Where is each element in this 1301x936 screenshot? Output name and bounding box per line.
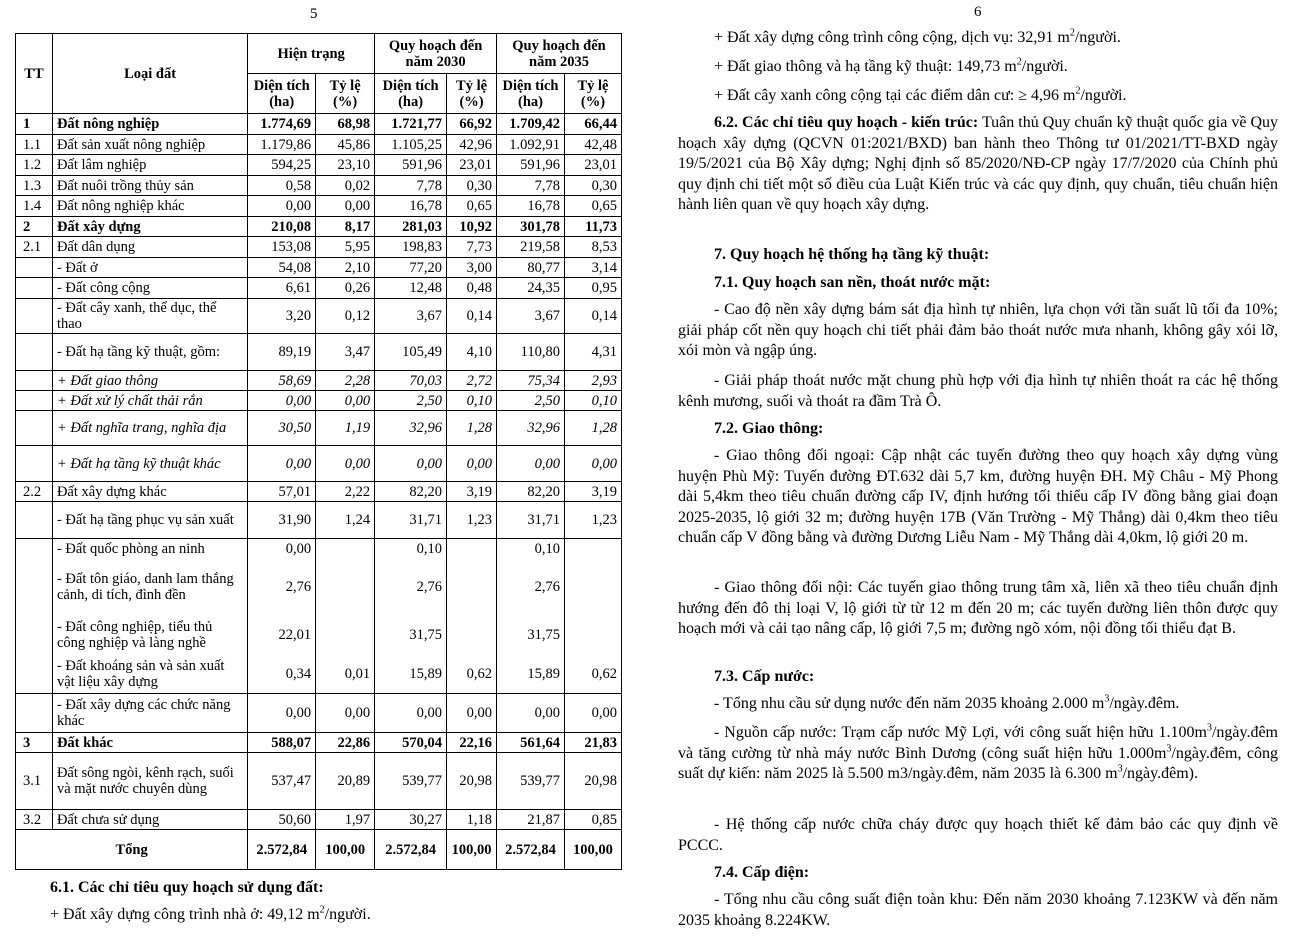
total-value: 100,00: [447, 830, 497, 870]
row-value: 23,10: [316, 155, 375, 176]
land-use-table: [15, 33, 622, 870]
row-value: 0,58: [248, 176, 316, 196]
page-number-right: 6: [974, 4, 982, 20]
total-label: Tổng: [16, 830, 248, 870]
row-value: 4,31: [564, 334, 621, 371]
heading-7-2: 7.2. Giao thông:: [714, 420, 824, 437]
row-value: 1.721,77: [375, 114, 447, 135]
para-7-4-1: - Tổng nhu cầu công suất điện toàn khu: Đến năm 2030 khoảng 7.123KW và đến năm 2035 khoảng 8.224KW.: [678, 891, 1278, 929]
total-value: 100,00: [316, 830, 375, 870]
table-row: [16, 655, 622, 694]
row-value: 0,95: [564, 278, 621, 299]
row-value: 210,08: [248, 217, 316, 237]
row-value: 21,87: [497, 810, 565, 830]
row-value: 1,23: [447, 502, 497, 539]
table-row: [16, 616, 622, 655]
row-value: 0,12: [316, 299, 375, 334]
row-tt: 3.2: [16, 810, 53, 830]
row-value: 89,19: [248, 334, 316, 371]
row-value: 110,80: [497, 334, 565, 371]
para-7-1-1: - Cao độ nền xây dựng bám sát địa hình tự nhiên, lựa chọn với tần suất lũ tối đa 10%; giải pháp cốt nền quy hoạch chi tiết phải đảm bảo thoát nước mưa nhanh, không gây xói lỡ, xói mòn và ngập úng.: [678, 301, 1278, 359]
row-land-type: + Đất giao thông: [52, 371, 247, 391]
row-value: 22,01: [248, 616, 316, 655]
row-value: 32,96: [375, 411, 447, 446]
row-value: 32,96: [497, 411, 565, 446]
row-value: 281,03: [375, 217, 447, 237]
heading-6-1: 6.1. Các chỉ tiêu quy hoạch sử dụng đất:: [50, 879, 324, 896]
row-value: 6,61: [248, 278, 316, 299]
row-value: 3,19: [564, 482, 621, 502]
table-row: [16, 446, 622, 482]
row-value: 219,58: [497, 237, 565, 258]
row-tt: [16, 391, 53, 411]
row-value: [316, 539, 375, 559]
row-land-type: - Đất tôn giáo, danh lam thắng cảnh, di tích, đình đền: [52, 559, 247, 616]
section-6-2: 6.2. Các chỉ tiêu quy hoạch - kiến trúc: Tuân thủ Quy chuẩn kỹ thuật quốc gia về Quy hoạch xây dựng (QCVN 01:2021/BXD) ban hành theo Thông tư 01/2021/TT-BXD ngày 19/5/2021 của Bộ Xây dựng; Nghị định số 85/2020/NĐ-CP ngày 17/7/2020 của Chính phủ quy định chi tiết một số điều của Luật Kiến trúc và các quy định, quy chuẩn, tiêu chuẩn hiện hành liên quan về quy hoạch xây dựng.: [678, 114, 1279, 213]
row-value: 594,25: [248, 155, 316, 176]
total-value: 2.572,84: [375, 830, 447, 870]
row-tt: 1.4: [16, 196, 53, 217]
row-value: 20,89: [316, 753, 375, 810]
row-value: 1,24: [316, 502, 375, 539]
row-land-type: Đất dân dụng: [52, 237, 247, 258]
row-land-type: + Đất hạ tầng kỹ thuật khác: [52, 446, 247, 482]
row-tt: [16, 539, 53, 559]
table-row: [16, 299, 622, 334]
row-value: 75,34: [497, 371, 565, 391]
row-value: 31,71: [497, 502, 565, 539]
housing-land-line: + Đất xây dựng công trình nhà ở: 49,12 $m^2$/người.: [50, 904, 371, 923]
row-value: 10,92: [447, 217, 497, 237]
row-value: 50,60: [248, 810, 316, 830]
row-value: 0,00: [248, 196, 316, 217]
row-land-type: - Đất hạ tầng phục vụ sản xuất: [52, 502, 247, 539]
row-value: 2,76: [248, 559, 316, 616]
row-value: 588,07: [248, 733, 316, 753]
row-value: 15,89: [375, 655, 447, 694]
row-tt: [16, 334, 53, 371]
row-value: 15,89: [497, 655, 565, 694]
row-value: 3,47: [316, 334, 375, 371]
row-value: 16,78: [497, 196, 565, 217]
header-area: Diện tích (ha): [375, 74, 447, 114]
row-land-type: Đất khác: [52, 733, 247, 753]
row-value: 82,20: [375, 482, 447, 502]
row-value: 7,73: [447, 237, 497, 258]
row-value: 0,02: [316, 176, 375, 196]
row-value: 2,76: [375, 559, 447, 616]
row-value: [316, 616, 375, 655]
row-value: [564, 616, 621, 655]
row-tt: [16, 616, 53, 655]
row-value: 0,00: [497, 694, 565, 733]
row-value: 0,00: [248, 694, 316, 733]
row-value: 153,08: [248, 237, 316, 258]
row-value: 20,98: [564, 753, 621, 810]
row-value: 0,00: [447, 694, 497, 733]
header-plan-2030: Quy hoạch đến năm 2030: [375, 34, 497, 74]
row-value: 0,00: [316, 391, 375, 411]
row-value: 2,50: [375, 391, 447, 411]
row-value: 4,10: [447, 334, 497, 371]
row-value: 80,77: [497, 258, 565, 278]
table-row: [16, 114, 622, 135]
heading-7: 7. Quy hoạch hệ thống hạ tầng kỹ thuật:: [714, 246, 990, 263]
row-value: 24,35: [497, 278, 565, 299]
row-tt: 3.1: [16, 753, 53, 810]
row-value: 0,00: [316, 694, 375, 733]
row-value: 0,65: [564, 196, 621, 217]
public-works-line: + Đất xây dựng công trình công cộng, dịch vụ: 32,91 $m^2$/người.: [714, 27, 1121, 46]
row-value: 0,30: [447, 176, 497, 196]
header-tt: TT: [16, 34, 53, 114]
row-land-type: - Đất công cộng: [52, 278, 247, 299]
row-tt: [16, 278, 53, 299]
row-land-type: Đất nông nghiệp: [52, 114, 247, 135]
row-value: 0,00: [248, 391, 316, 411]
row-value: 1.774,69: [248, 114, 316, 135]
row-value: 539,77: [497, 753, 565, 810]
row-value: 58,69: [248, 371, 316, 391]
row-value: 0,10: [497, 539, 565, 559]
row-value: 3,67: [375, 299, 447, 334]
row-land-type: Đất nuôi trồng thủy sản: [52, 176, 247, 196]
para-7-3-3: - Hệ thống cấp nước chữa cháy được quy hoạch thiết kế đảm bảo các quy định về PCCC.: [678, 816, 1278, 854]
row-value: [316, 559, 375, 616]
table-row: [16, 334, 622, 371]
row-tt: [16, 299, 53, 334]
para-7-2-2: - Giao thông đối nội: Các tuyến giao thông trung tâm xã, liên xã theo tiêu chuẩn định hướng đến đô thị loại V, lộ giới từ từ 12 m đến 20 m; các tuyến đường liên thôn được quy hoạch mới và cải tạo nâng cấp, lộ giới 7,5 m; đường ngõ xóm, nội đồng tối thiểu đạt B.: [678, 579, 1278, 637]
row-value: 0,65: [447, 196, 497, 217]
row-value: 11,73: [564, 217, 621, 237]
row-value: 42,96: [447, 135, 497, 155]
table-row: [16, 539, 622, 559]
table-row: [16, 810, 622, 830]
header-ratio: Tỷ lệ (%): [316, 74, 375, 114]
page-number-left: 5: [310, 6, 318, 22]
row-tt: 2.1: [16, 237, 53, 258]
row-land-type: Đất lâm nghiệp: [52, 155, 247, 176]
row-value: 0,62: [564, 655, 621, 694]
row-land-type: Đất chưa sử dụng: [52, 810, 247, 830]
table-row: [16, 278, 622, 299]
row-land-type: - Đất cây xanh, thể dục, thể thao: [52, 299, 247, 334]
table-row: [16, 411, 622, 446]
table-row: [16, 176, 622, 196]
row-value: 66,44: [564, 114, 621, 135]
row-value: 5,95: [316, 237, 375, 258]
row-tt: 3: [16, 733, 53, 753]
header-current: Hiện trạng: [248, 34, 375, 74]
header-ratio: Tỷ lệ (%): [564, 74, 621, 114]
heading-7-3: 7.3. Cấp nước:: [714, 668, 815, 685]
table-body: [16, 114, 622, 830]
row-value: 198,83: [375, 237, 447, 258]
row-tt: 1: [16, 114, 53, 135]
row-tt: [16, 371, 53, 391]
row-value: 0,01: [316, 655, 375, 694]
row-land-type: Đất nông nghiệp khác: [52, 196, 247, 217]
row-value: 3,14: [564, 258, 621, 278]
table-row: [16, 155, 622, 176]
row-tt: 1.3: [16, 176, 53, 196]
row-value: 0,10: [447, 391, 497, 411]
row-value: 1,19: [316, 411, 375, 446]
row-value: 591,96: [497, 155, 565, 176]
row-value: 22,16: [447, 733, 497, 753]
row-value: 0,30: [564, 176, 621, 196]
row-value: 1.092,91: [497, 135, 565, 155]
table-row: [16, 733, 622, 753]
row-value: 82,20: [497, 482, 565, 502]
row-land-type: - Đất hạ tầng kỹ thuật, gồm:: [52, 334, 247, 371]
row-value: [447, 539, 497, 559]
row-value: 22,86: [316, 733, 375, 753]
total-value: 2.572,84: [248, 830, 316, 870]
para-7-1-2: - Giải pháp thoát nước mặt chung phù hợp với địa hình tự nhiên thoát ra các hệ thống kênh mương, suối và thoát ra đầm Trà Ô.: [678, 372, 1278, 410]
row-value: 0,00: [564, 446, 621, 482]
right-page: [640, 0, 1301, 936]
row-tt: 1.1: [16, 135, 53, 155]
transport-land-line: + Đất giao thông và hạ tầng kỹ thuật: 149,73 $m^2$/người.: [714, 56, 1068, 75]
row-value: 23,01: [447, 155, 497, 176]
row-value: 0,10: [375, 539, 447, 559]
total-value: 100,00: [564, 830, 621, 870]
row-value: 42,48: [564, 135, 621, 155]
row-land-type: Đất sông ngòi, kênh rạch, suối và mặt nước chuyên dùng: [52, 753, 247, 810]
row-value: 0,00: [447, 446, 497, 482]
row-value: 8,53: [564, 237, 621, 258]
row-value: 0,00: [375, 446, 447, 482]
row-value: 21,83: [564, 733, 621, 753]
heading-7-4: 7.4. Cấp điện:: [714, 864, 810, 881]
table-row: [16, 753, 622, 810]
row-value: 70,03: [375, 371, 447, 391]
para-7-3-2: - Nguồn cấp nước: Trạm cấp nước Mỹ Lợi, với công suất hiện hữu $1.100m^3/ngày.đêm$ và tăng cường từ nhà máy nước Bình Dương (công suất hiện hữu $1.000m^3/ngày.đêm$, công suất dự kiến: năm 2025 là 5.500 m3/ngày.đêm, năm 2035 là 6.300 $m^3/ngày.đêm$).: [678, 722, 1278, 782]
row-value: 105,49: [375, 334, 447, 371]
row-value: 7,78: [375, 176, 447, 196]
header-land-type: Loại đất: [52, 34, 247, 114]
row-value: 0,10: [564, 391, 621, 411]
row-value: 2,28: [316, 371, 375, 391]
header-plan-2035: Quy hoạch đến năm 2035: [497, 34, 622, 74]
row-tt: [16, 655, 53, 694]
row-value: 0,34: [248, 655, 316, 694]
row-value: 3,19: [447, 482, 497, 502]
row-value: 2,93: [564, 371, 621, 391]
table-row: [16, 217, 622, 237]
table-row: [16, 135, 622, 155]
row-value: [564, 539, 621, 559]
row-value: 1.179,86: [248, 135, 316, 155]
total-value: 2.572,84: [497, 830, 565, 870]
row-land-type: - Đất quốc phòng an ninh: [52, 539, 247, 559]
row-land-type: - Đất khoáng sản và sản xuất vật liệu xây dựng: [52, 655, 247, 694]
row-value: 2,50: [497, 391, 565, 411]
row-value: 0,00: [248, 446, 316, 482]
row-value: 0,00: [316, 446, 375, 482]
row-value: 0,00: [316, 196, 375, 217]
table-row: [16, 371, 622, 391]
row-value: 2,10: [316, 258, 375, 278]
row-value: 0,00: [497, 446, 565, 482]
row-land-type: + Đất xử lý chất thải rắn: [52, 391, 247, 411]
row-land-type: - Đất xây dựng các chức năng khác: [52, 694, 247, 733]
row-value: 0,00: [375, 694, 447, 733]
row-value: 31,75: [375, 616, 447, 655]
row-value: 45,86: [316, 135, 375, 155]
table-row: [16, 196, 622, 217]
table-row: [16, 258, 622, 278]
row-value: 0,26: [316, 278, 375, 299]
row-value: 68,98: [316, 114, 375, 135]
row-land-type: Đất xây dựng: [52, 217, 247, 237]
row-land-type: - Đất công nghiệp, tiểu thủ công nghiệp và làng nghề: [52, 616, 247, 655]
row-tt: [16, 411, 53, 446]
row-value: 31,75: [497, 616, 565, 655]
table-row: [16, 237, 622, 258]
row-value: 30,27: [375, 810, 447, 830]
row-value: 2,76: [497, 559, 565, 616]
para-7-2-1: - Giao thông đối ngoại: Cập nhật các tuyến đường theo quy hoạch xây dựng vùng huyện Phù Mỹ: Tuyến đường ĐT.632 dài 5,7 km, đường huyện ĐH. Mỹ Châu - Mỹ Phong dài 5,4km theo tiêu chuẩn đường cấp IV, định hướng tối thiểu cấp IV đồng bằng giai đoạn 2025-2035, lộ giới 32 m; đường huyện 17B (Văn Trường - Mỹ Thắng) dài 0,4km theo tiêu chuẩn cấp V đồng bằng và đường Dương Liễu Nam - Mỹ Thắng dài 4,0km, lộ giới 20 m.: [678, 447, 1278, 546]
row-tt: 2.2: [16, 482, 53, 502]
row-value: 1,97: [316, 810, 375, 830]
row-tt: [16, 258, 53, 278]
row-value: 3,00: [447, 258, 497, 278]
row-value: 0,85: [564, 810, 621, 830]
row-value: 537,47: [248, 753, 316, 810]
table-row: [16, 559, 622, 616]
row-value: 539,77: [375, 753, 447, 810]
header-area: Diện tích (ha): [497, 74, 565, 114]
row-value: [447, 616, 497, 655]
row-value: 1.105,25: [375, 135, 447, 155]
row-tt: 1.2: [16, 155, 53, 176]
row-value: 0,14: [564, 299, 621, 334]
total-row: [16, 830, 622, 870]
row-value: 16,78: [375, 196, 447, 217]
row-value: 1,28: [447, 411, 497, 446]
row-land-type: Đất sản xuất nông nghiệp: [52, 135, 247, 155]
table-row: [16, 482, 622, 502]
row-value: 3,67: [497, 299, 565, 334]
row-value: 31,90: [248, 502, 316, 539]
row-value: 570,04: [375, 733, 447, 753]
table-row: [16, 502, 622, 539]
row-value: 0,14: [447, 299, 497, 334]
row-value: 561,64: [497, 733, 565, 753]
row-tt: [16, 502, 53, 539]
table-row: [16, 694, 622, 733]
row-value: 591,96: [375, 155, 447, 176]
row-value: 0,00: [248, 539, 316, 559]
green-land-line: + Đất cây xanh công cộng tại các điểm dân cư: ≥ 4,96 $m^2$/người.: [714, 85, 1127, 104]
row-value: 7,78: [497, 176, 565, 196]
row-value: 2,22: [316, 482, 375, 502]
para-7-3-1: - Tổng nhu cầu sử dụng nước đến năm 2035 khoảng 2.000 $m^3/ngày.đêm$.: [714, 693, 1180, 712]
heading-7-1: 7.1. Quy hoạch san nền, thoát nước mặt:: [714, 274, 991, 291]
row-land-type: + Đất nghĩa trang, nghĩa địa: [52, 411, 247, 446]
left-page: [0, 0, 640, 936]
row-value: 12,48: [375, 278, 447, 299]
row-value: 0,00: [564, 694, 621, 733]
row-tt: [16, 446, 53, 482]
row-value: [447, 559, 497, 616]
row-value: 1.709,42: [497, 114, 565, 135]
row-value: [564, 559, 621, 616]
row-land-type: Đất xây dựng khác: [52, 482, 247, 502]
row-value: 54,08: [248, 258, 316, 278]
row-value: 0,48: [447, 278, 497, 299]
row-value: 2,72: [447, 371, 497, 391]
row-value: 1,23: [564, 502, 621, 539]
row-value: 30,50: [248, 411, 316, 446]
row-value: 23,01: [564, 155, 621, 176]
row-value: 77,20: [375, 258, 447, 278]
row-value: 8,17: [316, 217, 375, 237]
header-ratio: Tỷ lệ (%): [447, 74, 497, 114]
row-value: 0,62: [447, 655, 497, 694]
row-land-type: - Đất ở: [52, 258, 247, 278]
row-tt: [16, 694, 53, 733]
row-value: 3,20: [248, 299, 316, 334]
row-value: 66,92: [447, 114, 497, 135]
row-value: 20,98: [447, 753, 497, 810]
row-tt: [16, 559, 53, 616]
heading-6-2: 6.2. Các chỉ tiêu quy hoạch - kiến trúc:: [714, 114, 979, 131]
row-value: 1,28: [564, 411, 621, 446]
header-area: Diện tích (ha): [248, 74, 316, 114]
table-row: [16, 391, 622, 411]
row-tt: 2: [16, 217, 53, 237]
row-value: 301,78: [497, 217, 565, 237]
row-value: 57,01: [248, 482, 316, 502]
row-value: 31,71: [375, 502, 447, 539]
row-value: 1,18: [447, 810, 497, 830]
